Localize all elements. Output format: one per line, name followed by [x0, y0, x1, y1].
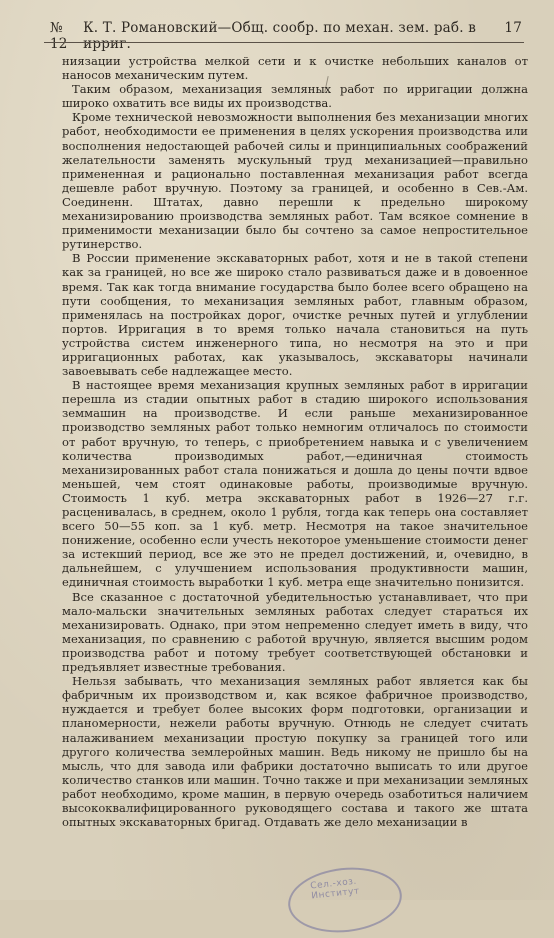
paragraph: Все сказанное с достаточной убедительностью устанавливает, что при мало-мальски значительных земляных работах следует стараться их механизировать. Однако, при этом непременно следует иметь в виду, что механизация, по сравнению с работой вручную, является высшим родом производства работ и потому требует соответствующей обстановки и предъявляет известные требования. — [62, 589, 528, 675]
body-text — [62, 54, 528, 829]
stamp-text: Сел.-хоз. Институт — [309, 876, 361, 902]
paragraph: Таким образом, механизация земляных работ по ирригации должна широко охватить все виды их производства. — [62, 82, 528, 111]
paragraph: В России применение экскаваторных работ, хотя и не в такой степени как за границей, но все же широко стало развиваться даже и в довоенное время. Так как тогда внимание государства было более всего обращено на пути сообщения, то механизация земляных работ, главным образом, применялась на постройках дорог, очистке речных путей и углублении портов. Ирригация в то время только начала становиться на путь устройства систем инженерного типа, но несмотря на это и при ирригационных работах, как указывалось, экскаваторы начинали завоевывать себе надлежащее место. — [62, 251, 528, 379]
paragraph-continuation: ниязации устройства мелкой сети и к очистке небольших каналов от наносов механическим путем. — [62, 54, 528, 83]
page-number: 17 — [504, 20, 522, 36]
library-stamp — [285, 862, 405, 938]
paragraph: В настоящее время механизация крупных земляных работ в ирригации перешла из стадии опытных работ в стадию широкого использования земмашин на производстве. И если раньше механизированное производство земляных работ только немногим отличалось по стоимости от работ вручную, то теперь, с приобретением навыка и с увеличением количества производимых работ,—единичная стоимость механизированных работ стала понижаться и дошла до цены почти вдвое меньшей, чем стоят одинаковые работы, производимые вручную. Стоимость 1 куб. метра экскаваторных работ в 1926—27 г.г. расценивалась, в среднем, около 1 рубля, тогда как теперь она составляет всего 50—55 коп. за 1 куб. метр. Несмотря на такое значительное понижение, особенно если учесть некоторое уменьшение стоимости денег за истекший период, все же это не предел достижений, и, очевидно, в дальнейшем, с улучшением использования продуктивности машин, единичная стоимость выработки 1 куб. метра еще значительно понизится. — [62, 378, 528, 590]
paragraph: Кроме технической невозможности выполнения без механизации многих работ, необходимости ее применения в целях ускорения производства или восполнения недостающей рабочей силы и принципиальных соображений желательности заменять мускульный труд механизацией—правильно примененная и рационально поставленная механизация работ всегда дешевле работ вручную. Поэтому за границей, и особенно в Сев.-Ам. Соединенн. Штатах, давно перешли к предельно широкому механизированию производства земляных работ. Там всякое сомнение в применимости механизации было бы сочтено за самое непростительное рутинерство. — [62, 110, 528, 252]
paragraph: Нельзя забывать, что механизация земляных работ является как бы фабричным их производством и, как всякое фабричное производство, нуждается и требует более высоких форм подготовки, организации и планомерности, нежели работы вручную. Отнюдь не следует считать налаживанием механизации простую покупку за границей того или другого количества землеройных машин. Ведь никому не пришло бы на мысль, что для завода или фабрики достаточно выписать то или другое количество станков или машин. Точно также и при механизации земляных работ необходимо, кроме машин, в первую очередь озаботиться наличием высококвалифицированного руководящего состава и такого же штата опытных экскаваторных бригад. Отдавать же дело механизации в — [62, 674, 528, 830]
header-rule — [44, 42, 524, 43]
running-title: К. Т. Романовский—Общ. сообр. по механ. зем. раб. в ирриг. — [83, 20, 477, 52]
issue-number: № 12 — [50, 20, 68, 52]
running-header — [50, 20, 522, 52]
